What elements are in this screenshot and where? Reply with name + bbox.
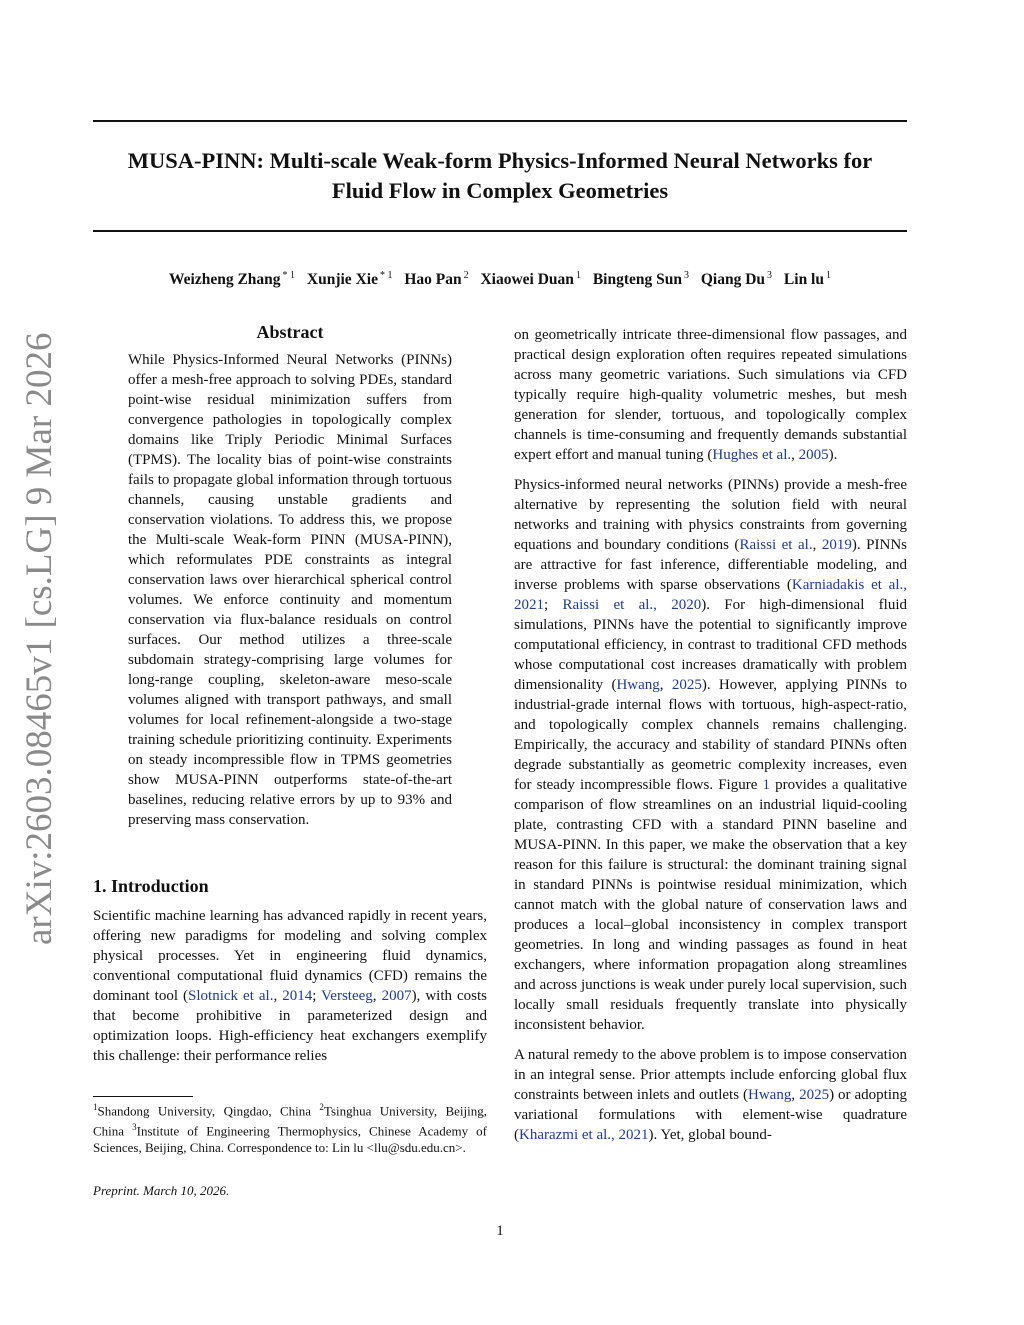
citation-link[interactable]: 2014 <box>282 988 313 1004</box>
paper-title-line-1: MUSA-PINN: Multi-scale Weak-form Physics-Informed Neural Networks for <box>127 148 873 173</box>
intro-paragraph-2: Physics-informed neural networks (PINNs) provide a mesh-free alternative by representing the solution field with neural networks and training with physics constraints from governing equations and boundary conditions (Raissi et al., 2019). PINNs are attractive for fast inference, differentiable modeling, and inverse problems with sparse observations (Karniadakis et al., 2021; Raissi et al., 2020). For high-dimensional fluid simulations, PINNs have the potential to significantly improve computational efficiency, in contrast to traditional CFD methods whose computational cost increases dramatically with problem dimensionality (Hwang, 2025). However, applying PINNs to industrial-grade internal flows with tortuous, high-aspect-ratio, and topologically complex channels remains challenging. Empirically, the accuracy and stability of standard PINNs often degrade substantially as geometric complexity increases, even for steady incompressible flows. Figure 1 provides a qualitative comparison of flow streamlines on an industrial liquid-cooling plate, contrasting CFD with a standard PINN baseline and MUSA-PINN. In this paper, we make the observation that a key reason for this failure is structural: the dominant training signal in standard PINNs is pointwise residual minimization, which cannot match with the global nature of conservation laws and produces a local–global inconsistency in complex transport geometries. In long and winding passages as found in heat exchangers, where information propagation along streamlines and across junctions is weak under purely local supervision, such locally small residuals frequently translate into physically inconsistent behavior. <box>514 477 908 1033</box>
citation-link[interactable]: Raissi et al., 2020 <box>562 597 702 613</box>
citation-link[interactable]: 2025 <box>671 677 702 693</box>
footnote-rule <box>93 1096 193 1097</box>
author: Hao Pan $^2$ <box>404 270 469 289</box>
citation-link[interactable]: 2019 <box>821 537 852 553</box>
citation-link[interactable]: Hughes et al. <box>712 447 792 463</box>
author: Qiang Du $^3$ <box>700 270 773 289</box>
citation-link[interactable]: Raissi et al. <box>739 537 813 553</box>
author: Lin lu $^1$ <box>783 270 831 289</box>
title-rule-top <box>93 120 907 122</box>
arxiv-identifier-stamp: arXiv:2603.08465v1 [cs.LG] 9 Mar 2026 <box>19 332 60 945</box>
paper-title-line-2: Fluid Flow in Complex Geometries <box>331 178 669 203</box>
citation-link[interactable]: Karniadakis et al., 2021 <box>514 577 908 613</box>
abstract-text: While Physics-Informed Neural Networks (PINNs) offer a mesh-free approach to solving PDEs, standard point-wise residual minimization suffers from convergence pathologies in topologically complex domains like Triply Periodic Minimal Surfaces (TPMS). The locality bias of point-wise constraints fails to propagate global information through tortuous channels, causing unstable gradients and conservation violations. To address this, we propose the Multi-scale Weak-form PINN (MUSA-PINN), which reformulates PDE constraints as integral conservation laws over hierarchical spherical control volumes. We enforce continuity and momentum conservation via flux-balance residuals on control surfaces. Our method utilizes a three-scale subdomain strategy-comprising large volumes for long-range coupling, skeleton-aware meso-scale volumes aligned with transport pathways, and small volumes for local refinement-alongside a two-stage training schedule prioritizing continuity. Experiments on steady incompressible flow in TPMS geometries show MUSA-PINN outperforms state-of-the-art baselines, reducing relative errors by up to 93% and preserving mass conservation. <box>128 352 452 828</box>
citation-link[interactable]: Versteeg <box>321 988 373 1004</box>
intro-paragraph-3: A natural remedy to the above problem is to impose conservation in an integral sense. Prior attempts include enforcing global flux constraints between inlets and outlets (Hwang, 2025) or adopting variational formulations with element-wise quadrature (Kharazmi et al., 2021). Yet, global bound- <box>514 1047 908 1143</box>
right-column <box>514 325 907 1155</box>
intro-paragraph-1: Scientific machine learning has advanced rapidly in recent years, offering new paradigms for modeling and solving complex physical processes. Yet in engineering fluid dynamics, conventional computational fluid dynamics (CFD) remains the dominant tool (Slotnick et al., 2014; Versteeg, 2007), with costs that become prohibitive in parameterized design and optimization loops. High-efficiency heat exchangers exemplify this challenge: their performance relies <box>93 908 487 1064</box>
preprint-note: Preprint. March 10, 2026. <box>93 1183 230 1198</box>
introduction-heading: 1. Introduction <box>93 876 209 896</box>
title-rule-bottom <box>93 230 907 232</box>
abstract-heading: Abstract <box>256 322 324 342</box>
citation-link[interactable]: 2025 <box>799 1087 830 1103</box>
paper-title <box>93 146 907 206</box>
author-list <box>93 265 907 291</box>
citation-link[interactable]: 2007 <box>381 988 412 1004</box>
figure-reference-link[interactable]: 1 <box>762 777 770 793</box>
author: Xiaowei Duan $^1$ <box>480 270 581 289</box>
author: Weizheng Zhang $^{* 1}$ <box>168 270 296 289</box>
citation-link[interactable]: 2005 <box>798 447 829 463</box>
citation-link[interactable]: Kharazmi et al., 2021 <box>519 1127 649 1143</box>
left-column <box>93 320 487 1066</box>
citation-link[interactable]: Hwang <box>748 1087 792 1103</box>
citation-link[interactable]: Hwang <box>616 677 660 693</box>
author: Bingteng Sun $^3$ <box>592 270 689 289</box>
author: Xunjie Xie $^{* 1}$ <box>306 270 393 289</box>
affiliation-footnote: $^1$Shandong University, Qingdao, China $^2$Tsinghua University, Beijing, China $^3$Institute of Engineering Thermophysics, Chinese Academy of Sciences, Beijing, China. Correspondence to: Lin lu <llu@sdu.edu.cn>. <box>93 1102 487 1155</box>
citation-link[interactable]: Slotnick et al. <box>188 988 274 1004</box>
page-number: 1 <box>496 1223 504 1239</box>
intro-paragraph-1-continued: on geometrically intricate three-dimensional flow passages, and practical design exploration often requires repeated simulations across many geometric variations. Such simulations via CFD typically require high-quality volumetric meshes, but mesh generation for slender, tortuous, and topologically complex channels is time-consuming and frequently demands substantial expert effort and manual tuning (Hughes et al., 2005). <box>514 327 907 463</box>
